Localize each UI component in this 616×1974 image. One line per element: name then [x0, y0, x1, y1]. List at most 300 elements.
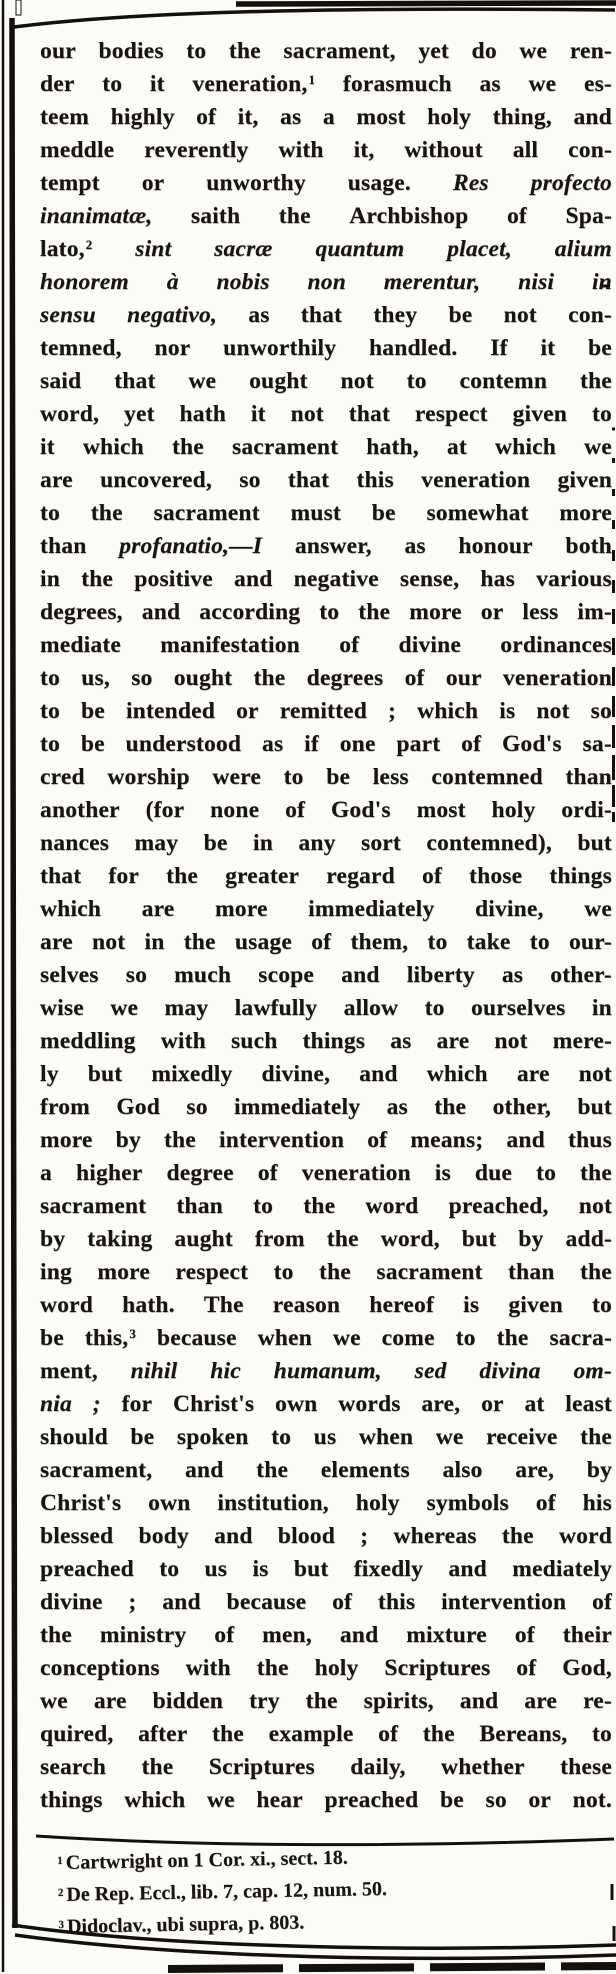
word: these [560, 1754, 612, 1780]
word: take [466, 929, 511, 955]
word: our [40, 38, 76, 64]
word: to [591, 1721, 612, 1747]
word: ministry [99, 1622, 187, 1648]
word: both [565, 533, 612, 559]
word: nihil [130, 1358, 178, 1384]
word: and [234, 566, 273, 592]
word: word [40, 1292, 94, 1318]
word: the [305, 1688, 338, 1714]
word: sense, [399, 566, 460, 592]
word: sacrament [231, 434, 339, 460]
word: search [40, 1754, 107, 1780]
word: hath. [122, 1292, 175, 1318]
text-line [40, 1026, 612, 1059]
word: ly [40, 1061, 59, 1087]
word: his [582, 1490, 612, 1516]
word: from [40, 1094, 90, 1120]
text-line [40, 630, 612, 663]
word: negative [293, 566, 379, 592]
word: nisi [518, 269, 555, 295]
word: various [536, 566, 612, 592]
word: (for [145, 797, 185, 823]
word: we [435, 1424, 464, 1450]
word: worship [107, 764, 190, 790]
word: their [562, 1622, 612, 1648]
word: placet, [447, 236, 512, 262]
word: blessed [40, 1523, 114, 1549]
word: as [501, 962, 524, 988]
word: body [138, 1523, 189, 1549]
word: sed [414, 1358, 447, 1384]
word: spoken [176, 1424, 249, 1450]
word: from [254, 1226, 305, 1252]
word: ment, [40, 1358, 98, 1384]
word: as [390, 1028, 412, 1054]
word: to [427, 929, 448, 955]
word: hear [256, 1787, 303, 1813]
word: holy [427, 104, 471, 130]
left-inner-rule [12, 18, 15, 1928]
word: so [125, 962, 148, 988]
word: one [339, 731, 376, 757]
text-line [40, 399, 612, 432]
word: in [591, 995, 612, 1021]
text-line [40, 366, 612, 399]
word: given [557, 467, 612, 493]
word: unworthily [223, 335, 337, 361]
word: when [257, 1325, 312, 1351]
word: not. [572, 1787, 612, 1813]
word: saith [190, 203, 241, 229]
word: it [149, 71, 165, 97]
text-line [40, 894, 612, 927]
word: of [514, 1622, 535, 1648]
text-line [40, 993, 612, 1026]
word: and [506, 1127, 545, 1153]
text-line [40, 696, 612, 729]
text-line [40, 1587, 612, 1620]
word: yet [124, 401, 155, 427]
word: sacræ [214, 236, 273, 262]
word: nia [40, 1391, 72, 1417]
text-line [40, 333, 612, 366]
word: not [578, 1193, 612, 1219]
word: and [573, 104, 612, 130]
text-line [40, 1158, 612, 1191]
word: the [253, 665, 286, 691]
word: things [40, 1787, 103, 1813]
word: greater [225, 863, 300, 889]
word: the [256, 1655, 289, 1681]
word: contemned [431, 764, 543, 790]
word: allow [343, 995, 399, 1021]
word: be [588, 335, 612, 361]
text-line [40, 135, 612, 168]
word: it [40, 434, 55, 460]
word: positive [134, 566, 213, 592]
text-line [40, 1092, 612, 1125]
word: part [396, 731, 441, 757]
word: veneration [301, 1160, 411, 1186]
text-line [40, 267, 612, 300]
word: im- [577, 599, 612, 625]
word: daily, [350, 1754, 406, 1780]
text-line [40, 762, 612, 795]
word: are [40, 929, 73, 955]
text-line [40, 69, 612, 102]
word: it, [353, 137, 375, 163]
word: which [40, 896, 102, 922]
word: we [584, 434, 612, 460]
word: ; [92, 1391, 101, 1417]
word: divine, [261, 1061, 331, 1087]
word: to [536, 1160, 557, 1186]
word: the [580, 1160, 612, 1186]
word: that [300, 302, 343, 328]
word: ought [249, 368, 308, 394]
text-line [40, 201, 612, 234]
word: by [518, 1226, 544, 1252]
word: holy [314, 1655, 359, 1681]
word: so [590, 698, 612, 724]
word: honour [458, 533, 533, 559]
word: due [474, 1160, 513, 1186]
word: ourselves [471, 995, 566, 1021]
word: more [215, 896, 268, 922]
word: of [378, 1721, 399, 1747]
word: manifestation [160, 632, 300, 658]
word: fixedly [353, 1556, 424, 1582]
word: highly [110, 104, 175, 130]
text-line [40, 168, 612, 201]
word: institution, [217, 1490, 329, 1516]
word: Bereans, [479, 1721, 568, 1747]
word: hereof [369, 1292, 434, 1318]
text-line [40, 1257, 612, 1290]
word: mixedly [151, 1061, 233, 1087]
word: than [40, 533, 87, 559]
word: all [512, 137, 539, 163]
text-line [40, 1620, 612, 1653]
word: intended [125, 698, 216, 724]
word: to [40, 698, 60, 724]
text-line [40, 1521, 612, 1554]
text-line [40, 498, 612, 531]
word: most [416, 797, 466, 823]
text-line [40, 1323, 612, 1356]
word: or [528, 1787, 551, 1813]
word: the [81, 566, 114, 592]
word: also [442, 1457, 483, 1483]
word: intervention [219, 1127, 345, 1153]
word: to [271, 1424, 292, 1450]
word: nor [154, 335, 191, 361]
word: as [280, 104, 302, 130]
word: quantum [315, 236, 405, 262]
word: but [87, 1061, 123, 1087]
word: taking [87, 1226, 153, 1252]
word: understood [125, 731, 242, 757]
word: to [102, 71, 123, 97]
word: the [141, 1754, 174, 1780]
word: scope [258, 962, 315, 988]
text-line [40, 1653, 612, 1686]
word: not [494, 1028, 528, 1054]
word: contemn [459, 368, 548, 394]
word: be [439, 1787, 464, 1813]
word: are, [515, 1457, 555, 1483]
word: such [230, 1028, 278, 1054]
word: are [141, 896, 175, 922]
word: the [580, 1424, 612, 1450]
word: the [228, 38, 261, 64]
bottom-heavy-bar [168, 1966, 616, 1969]
text-line [40, 1125, 612, 1158]
word: profecto [530, 170, 612, 196]
word: receive [486, 1424, 558, 1450]
word: to [159, 1556, 180, 1582]
text-line [40, 1686, 612, 1719]
word: profanatio,—I [119, 533, 263, 559]
word: we [40, 1688, 68, 1714]
word: much [174, 962, 232, 988]
word: and [341, 962, 380, 988]
word: so [239, 467, 261, 493]
word: the [171, 434, 204, 460]
word: ordi- [561, 797, 612, 823]
word: by [40, 1226, 66, 1252]
text-line [40, 1455, 612, 1488]
word: selves [40, 962, 99, 988]
word: to [186, 38, 207, 64]
word: thing, [492, 104, 552, 130]
word: that [114, 368, 156, 394]
word: which [494, 434, 557, 460]
word: sacra- [549, 1325, 612, 1351]
text-line [40, 729, 612, 762]
word: a [322, 104, 335, 130]
word: not [92, 929, 126, 955]
text-line [40, 1422, 612, 1455]
word: Scriptures [208, 1754, 315, 1780]
word: the [256, 1457, 289, 1483]
word: uncovered, [100, 467, 212, 493]
text-line [40, 1554, 612, 1587]
word: sint [135, 236, 172, 262]
word: spirits, [363, 1688, 434, 1714]
word: ing [40, 1259, 72, 1285]
footnote-text: Cartwright on 1 Cor. xi., sect. 18. [65, 1846, 348, 1874]
word: sensu [40, 302, 96, 328]
word: lawfully [234, 995, 318, 1021]
word: is [252, 1556, 269, 1582]
word: more [409, 599, 462, 625]
word: so [485, 1787, 507, 1813]
text-line [40, 1059, 612, 1092]
word: they [373, 302, 418, 328]
word: divine [40, 1589, 103, 1615]
word: we [188, 368, 217, 394]
word: quired, [40, 1721, 114, 1747]
footnotes-block [56, 1837, 606, 1943]
word: not [503, 302, 537, 328]
word: meddle [40, 137, 115, 163]
word: than [565, 764, 612, 790]
word: Scriptures [384, 1655, 491, 1681]
word: contemned), [426, 830, 552, 856]
word: more [97, 1259, 150, 1285]
word: word, [380, 1226, 440, 1252]
word: usage. [347, 170, 411, 196]
word: those [469, 863, 523, 889]
word: them, [350, 929, 409, 955]
word: somewhat [426, 500, 529, 526]
word: that [40, 863, 82, 889]
word: tempt [40, 170, 100, 196]
text-line [40, 1290, 612, 1323]
word: liberty [406, 962, 475, 988]
word: ren- [569, 38, 612, 64]
word: teem [40, 104, 90, 130]
word: are [524, 1688, 558, 1714]
word: sacrament [40, 1193, 147, 1219]
word: is [499, 698, 516, 724]
word: symbols [426, 1490, 509, 1516]
word: this [356, 467, 394, 493]
word: degrees, [40, 599, 123, 625]
word: of [367, 1127, 388, 1153]
word: most [356, 104, 406, 130]
word: handled. [368, 335, 458, 361]
word: and [359, 1061, 398, 1087]
word: divine [398, 632, 462, 658]
footnote-ref: 2 [85, 236, 93, 252]
word: the [358, 599, 391, 625]
word: not [578, 1061, 612, 1087]
word: veneration,$^1$ [192, 71, 316, 97]
word: God's [501, 731, 562, 757]
word: which [426, 1061, 488, 1087]
word: mediate [40, 632, 122, 658]
word: if [304, 731, 319, 757]
word: ordinances [500, 632, 612, 658]
word: as [404, 533, 426, 559]
word: usage [234, 929, 293, 955]
word: for [108, 863, 139, 889]
word: of [535, 1490, 556, 1516]
word: has [480, 566, 515, 592]
word: other- [550, 962, 612, 988]
word: nances [40, 830, 110, 856]
word: should [40, 1424, 108, 1450]
text-line [40, 1488, 612, 1521]
word: to [529, 929, 550, 955]
text-line [40, 102, 612, 135]
text-line [40, 465, 612, 498]
word: own [148, 1490, 191, 1516]
word: remitted [279, 698, 368, 724]
word: more [559, 500, 612, 526]
word: the [40, 1622, 72, 1648]
word: of [285, 797, 306, 823]
word: own [275, 1391, 318, 1417]
word: wise [40, 995, 84, 1021]
word: in [252, 830, 273, 856]
word: mediately [512, 1556, 612, 1582]
word: to [40, 731, 60, 757]
word: ; [360, 1523, 369, 1549]
word: come [381, 1325, 435, 1351]
text-line [40, 300, 612, 333]
word: other, [492, 1094, 551, 1120]
word: that [348, 401, 390, 427]
word: of [461, 731, 482, 757]
word: whereas [393, 1523, 477, 1549]
word: word [365, 1193, 419, 1219]
word: in [591, 269, 612, 295]
word: by [586, 1457, 612, 1483]
word: answer, [294, 533, 372, 559]
text-line [40, 861, 612, 894]
word: regard [326, 863, 395, 889]
word: Res [452, 170, 489, 196]
word: and [339, 1622, 379, 1648]
word: because [226, 1589, 307, 1615]
word: not [290, 401, 324, 427]
word: be [203, 830, 228, 856]
word: hic [210, 1358, 241, 1384]
word: inanimatæ, [40, 203, 153, 229]
word: ; [128, 1589, 137, 1615]
word: this [377, 1589, 416, 1615]
word: which [124, 1787, 186, 1813]
word: with [185, 1655, 231, 1681]
word: divina [479, 1358, 541, 1384]
word: whether [441, 1754, 525, 1780]
word: said [40, 368, 82, 394]
word: we [332, 1325, 361, 1351]
word: the [319, 1259, 351, 1285]
word: degree [166, 1160, 234, 1186]
word: so [131, 665, 153, 691]
word: and [459, 1688, 499, 1714]
word: by [115, 1127, 141, 1153]
word: the [580, 368, 612, 394]
footnote-ref: 1 [308, 71, 316, 87]
word: is [463, 1292, 480, 1318]
word: as [248, 302, 270, 328]
text-line [40, 663, 612, 696]
word: hath [179, 401, 227, 427]
text-line [40, 1191, 612, 1224]
text-line [40, 828, 612, 861]
word: forasmuch [342, 71, 452, 97]
word: Spa- [565, 203, 612, 229]
word: of [332, 1589, 353, 1615]
word: means; [410, 1127, 484, 1153]
word: the [212, 1721, 244, 1747]
word: us, [81, 665, 110, 691]
top-right-bar [236, 3, 616, 4]
word: preached, [448, 1193, 549, 1219]
word: not [536, 698, 570, 724]
word: as [262, 731, 284, 757]
word: of [506, 203, 527, 229]
word: we [528, 71, 557, 97]
word: so [186, 1094, 208, 1120]
word: must [290, 500, 341, 526]
word: sacrament [153, 500, 260, 526]
